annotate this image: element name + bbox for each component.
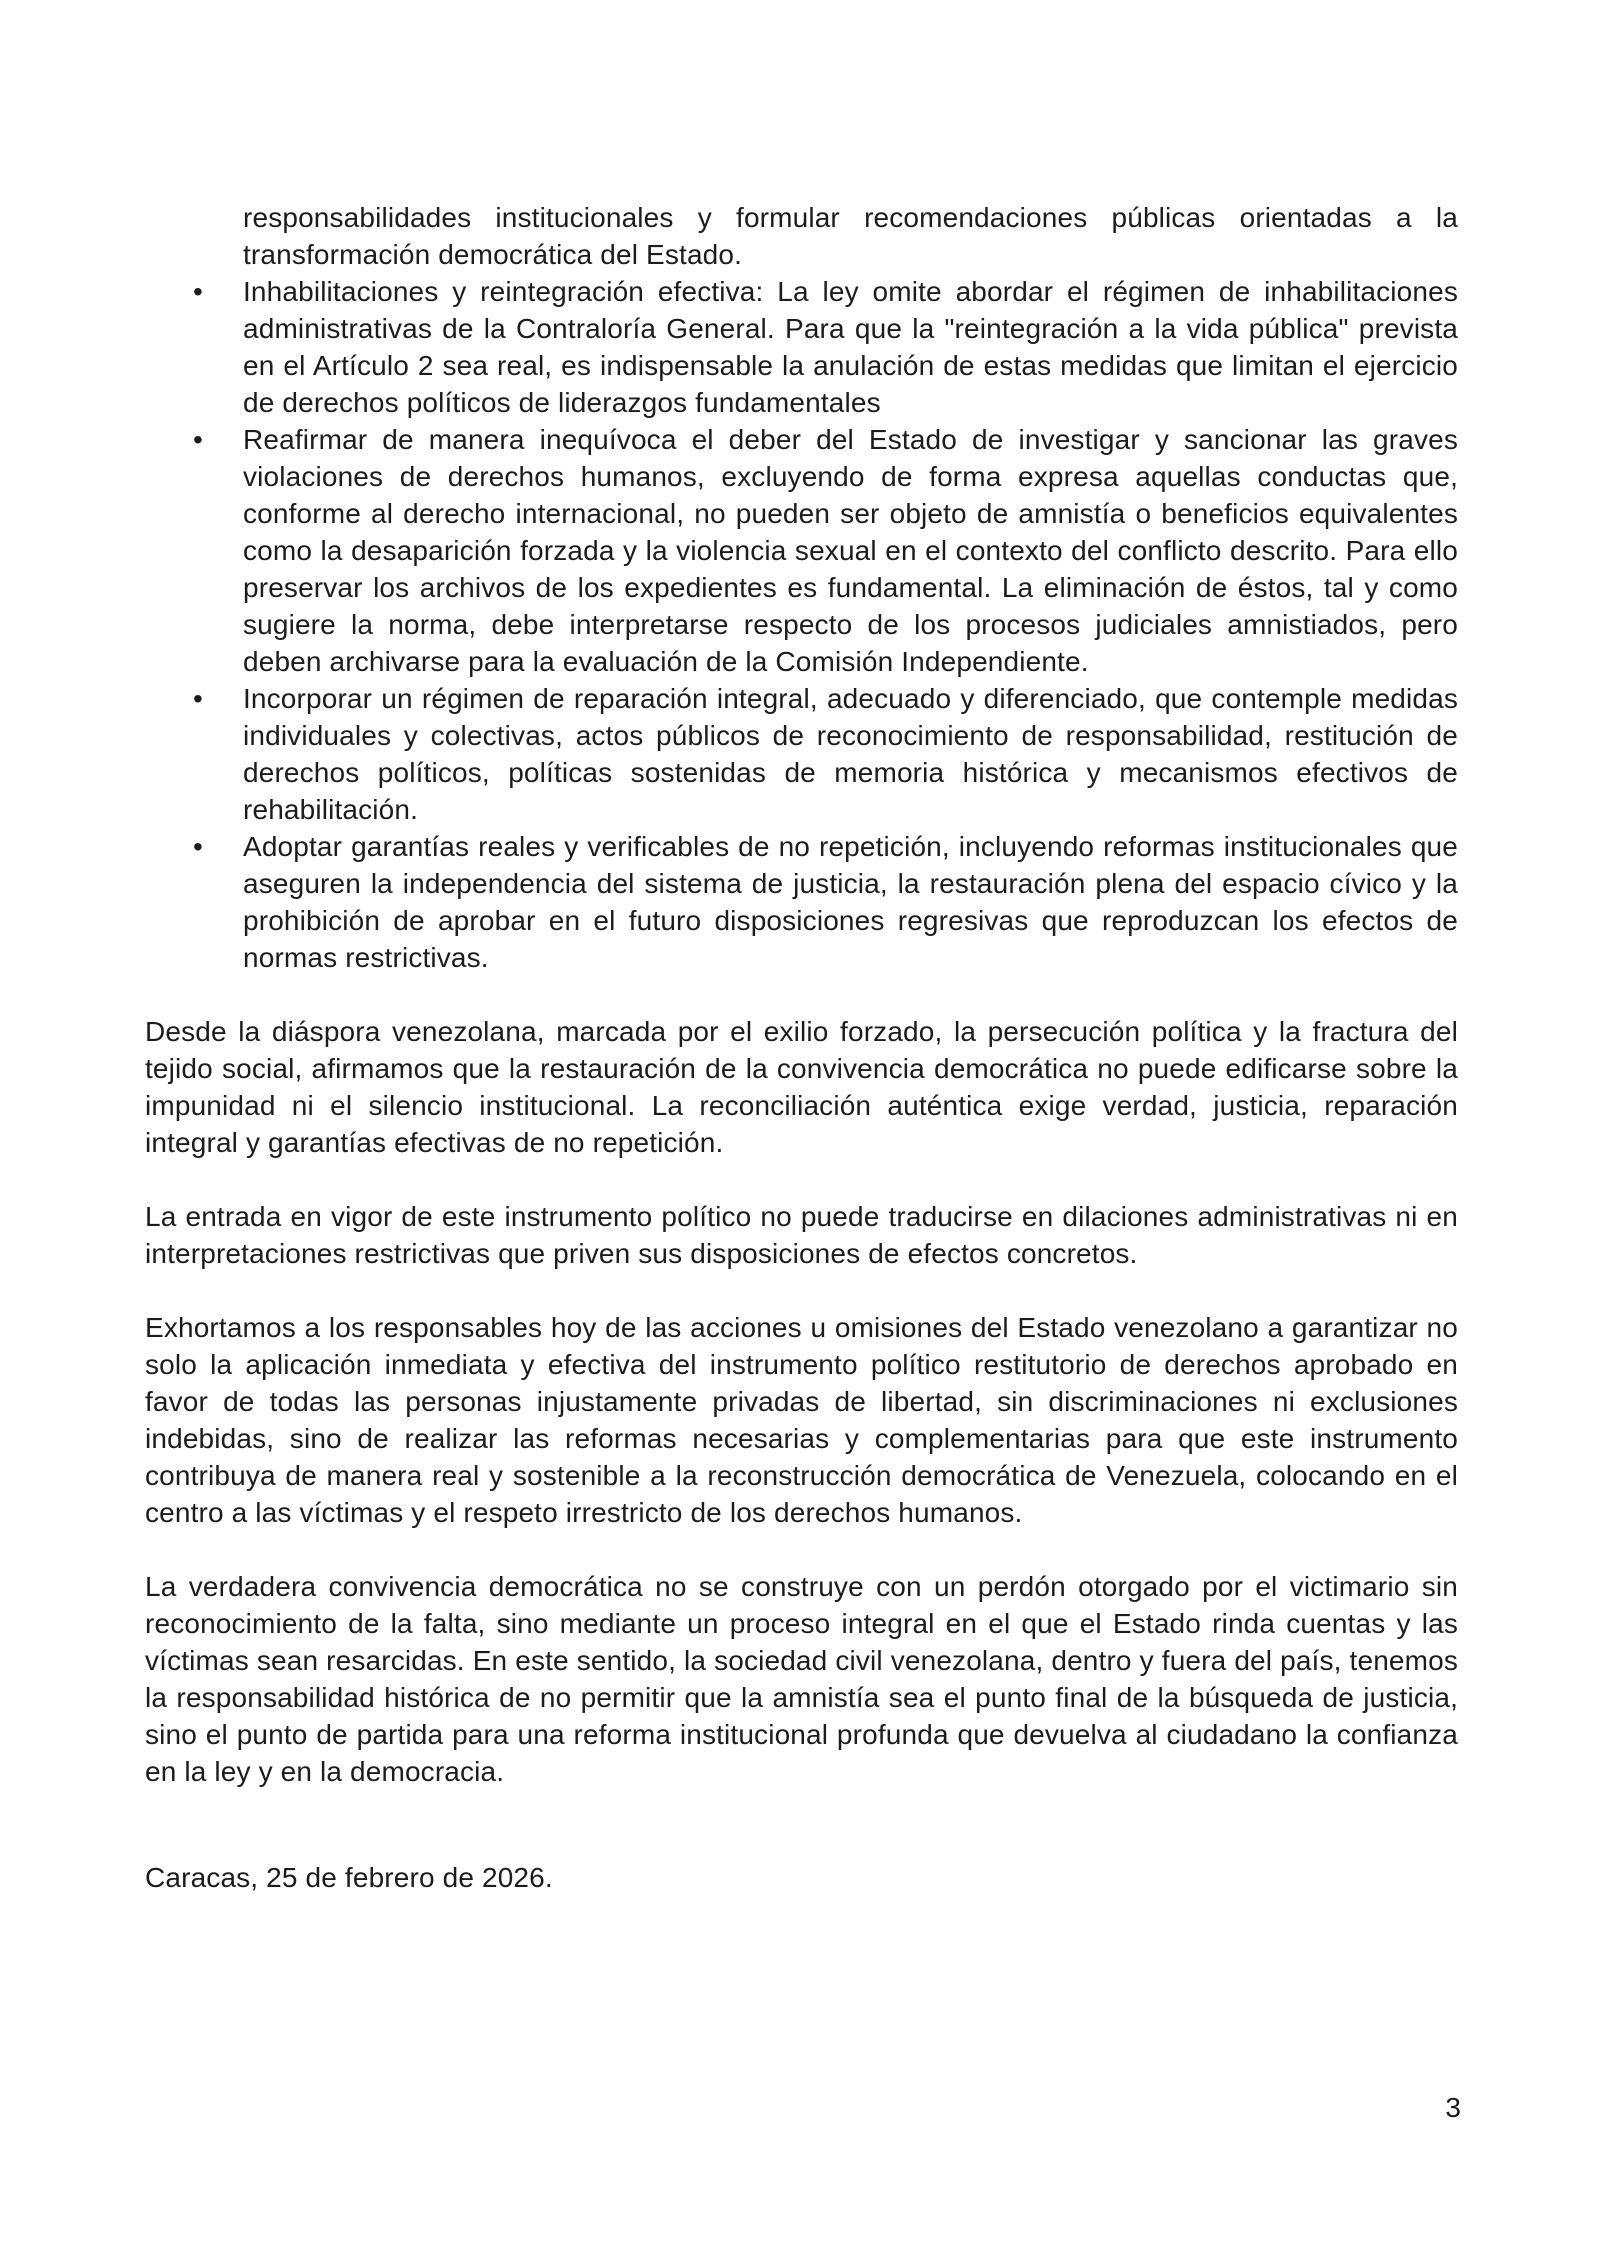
bullet-text: Inhabilitaciones y reintegración efectiva: La ley omite abordar el régimen de inhabilitaciones administrativas de la Contraloría General. Para que la "reintegración a la vida pública" prevista en el Artículo 2 sea real, es indispensable la anulación de estas medidas que limitan el ejercicio de derechos políticos de liderazgos fundamentales — [243, 276, 1458, 418]
page-number: 3 — [1445, 2092, 1461, 2123]
document-body — [145, 199, 1458, 1790]
bullet-text: Adoptar garantías reales y verificables de no repetición, incluyendo reformas institucionales que aseguren la independencia del sistema de justicia, la restauración plena del espacio cívico y la prohibición de aprobar en el futuro disposiciones regresivas que reproduzcan los efectos de normas restrictivas. — [243, 831, 1458, 973]
bullet-text: Reafirmar de manera inequívoca el deber del Estado de investigar y sancionar las graves violaciones de derechos humanos, excluyendo de forma expresa aquellas conductas que, conforme al derecho internacional, no pueden ser objeto de amnistía o beneficios equivalentes como la desaparición forzada y la violencia sexual en el contexto del conflicto descrito. Para ello preservar los archivos de los expedientes es fundamental. La eliminación de éstos, tal y como sugiere la norma, debe interpretarse respecto de los procesos judiciales amnistiados, pero deben archivarse para la evaluación de la Comisión Independiente. — [243, 424, 1458, 677]
date-line: Caracas, 25 de febrero de 2026. — [145, 1862, 553, 1893]
bullet-item — [145, 273, 1458, 421]
paragraph-continuation: responsabilidades institucionales y formular recomendaciones públicas orientadas a la transformación democrática del Estado. — [243, 202, 1458, 270]
bullet-item — [145, 828, 1458, 976]
bullet-item — [145, 421, 1458, 680]
bullet-item — [145, 680, 1458, 828]
bullet-icon: • — [193, 424, 203, 455]
paragraph: La entrada en vigor de este instrumento político no puede traducirse en dilaciones administrativas ni en interpretaciones restrictivas que priven sus disposiciones de efectos concretos. — [145, 1201, 1458, 1269]
bullet-icon: • — [193, 276, 203, 307]
paragraph: Exhortamos a los responsables hoy de las acciones u omisiones del Estado venezolano a garantizar no solo la aplicación inmediata y efectiva del instrumento político restitutorio de derechos aprobado en favor de todas las personas injustamente privadas de libertad, sin discriminaciones ni exclusiones indebidas, sino de realizar las reformas necesarias y complementarias para que este instrumento contribuya de manera real y sostenible a la reconstrucción democrática de Venezuela, colocando en el centro a las víctimas y el respeto irrestricto de los derechos humanos. — [145, 1312, 1458, 1528]
bullet-icon: • — [193, 831, 203, 862]
bullet-icon: • — [193, 683, 203, 714]
bullet-text: Incorporar un régimen de reparación integral, adecuado y diferenciado, que contemple medidas individuales y colectivas, actos públicos de reconocimiento de responsabilidad, restitución de derechos políticos, políticas sostenidas de memoria histórica y mecanismos efectivos de rehabilitación. — [243, 683, 1458, 825]
bullet-list — [145, 273, 1458, 976]
paragraph: Desde la diáspora venezolana, marcada por el exilio forzado, la persecución política y la fractura del tejido social, afirmamos que la restauración de la convivencia democrática no puede edificarse sobre la impunidad ni el silencio institucional. La reconciliación auténtica exige verdad, justicia, reparación integral y garantías efectivas de no repetición. — [145, 1016, 1458, 1158]
paragraph: La verdadera convivencia democrática no se construye con un perdón otorgado por el victimario sin reconocimiento de la falta, sino mediante un proceso integral en el que el Estado rinda cuentas y las víctimas sean resarcidas. En este sentido, la sociedad civil venezolana, dentro y fuera del país, tenemos la responsabilidad histórica de no permitir que la amnistía sea el punto final de la búsqueda de justicia, sino el punto de partida para una reforma institucional profunda que devuelva al ciudadano la confianza en la ley y en la democracia. — [145, 1571, 1458, 1787]
